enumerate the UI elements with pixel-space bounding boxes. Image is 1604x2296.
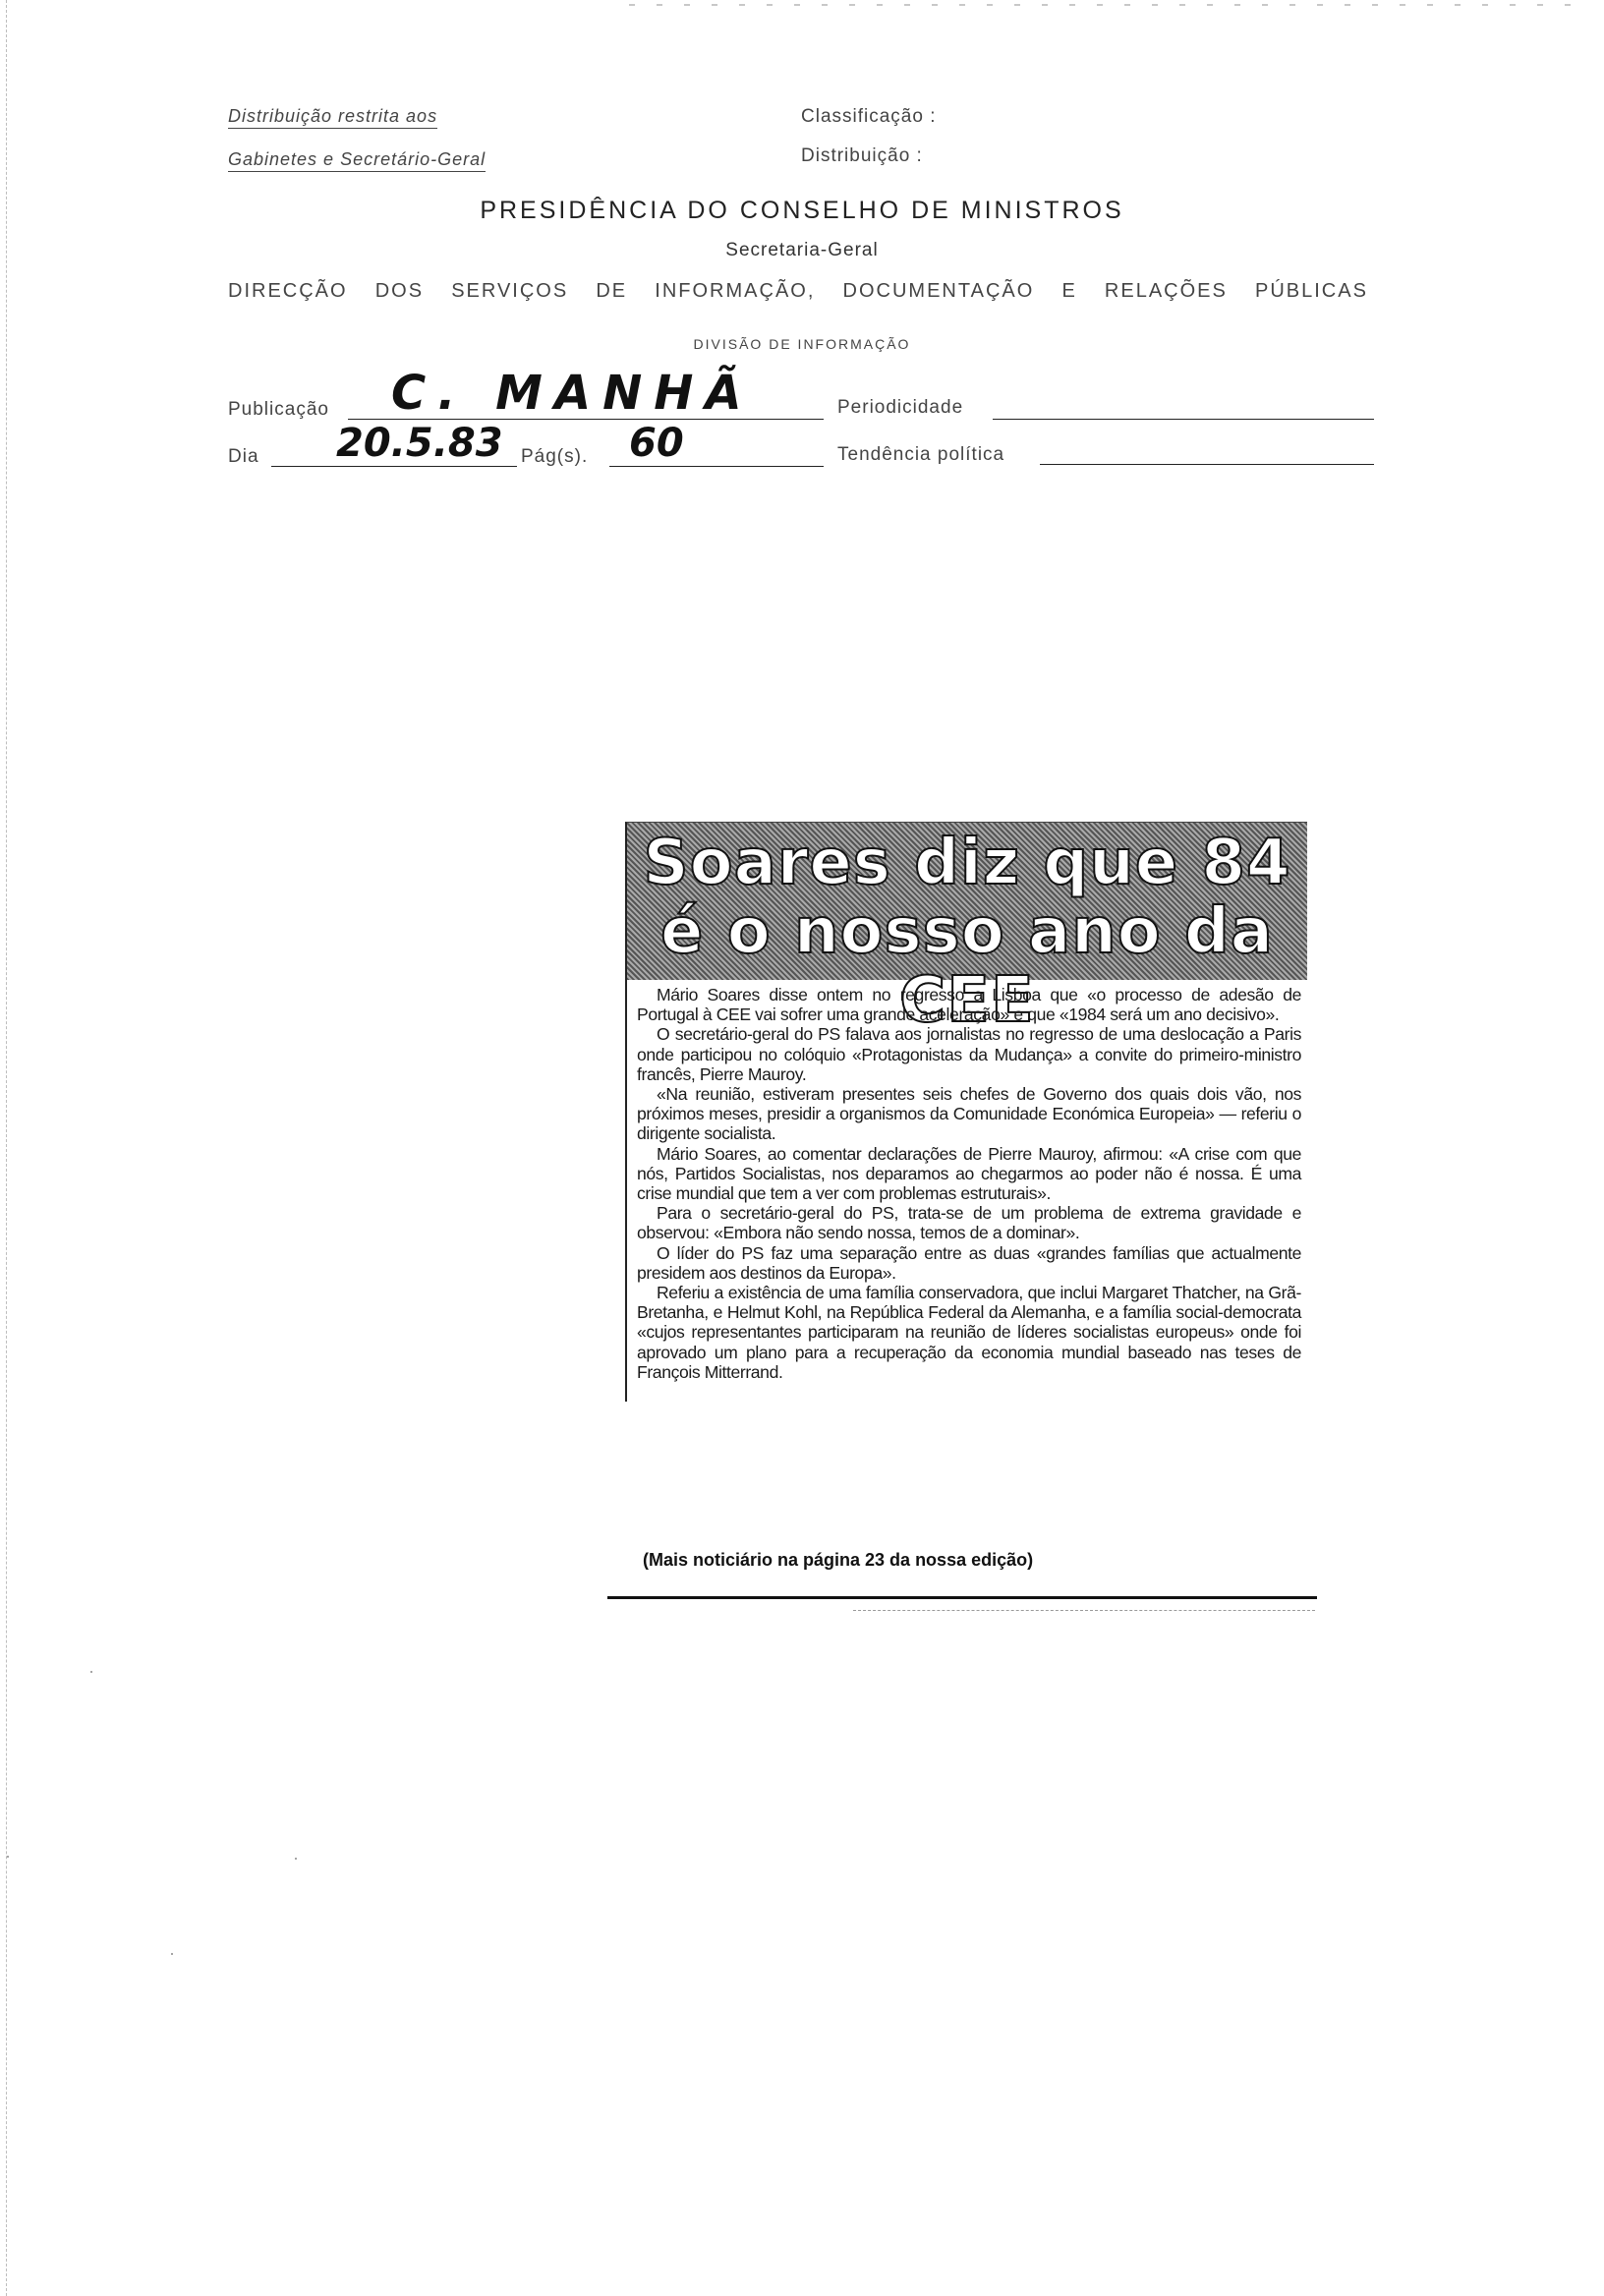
- article-paragraph: «Na reunião, estiveram presentes seis chefes de Governo dos quais dois vão, nos próximos meses, presidir a organismos da Comunidade Económica Europeia» — referiu o dirigente socialista.: [637, 1084, 1301, 1144]
- directorate-word: PÚBLICAS: [1255, 280, 1368, 302]
- article-paragraph: Para o secretário-geral do PS, trata-se de um problema de extrema gravidade e observou: «Embora não sendo nossa, temos de a dominar».: [637, 1203, 1301, 1243]
- periodicity-field-line: [993, 419, 1374, 420]
- political-tendency-field-line: [1040, 464, 1374, 465]
- clipping-bottom-dashes: [853, 1610, 1315, 1611]
- division-line: DIVISÃO DE INFORMAÇÃO: [693, 336, 911, 352]
- directorate-word: DE: [596, 280, 628, 302]
- page-title: PRESIDÊNCIA DO CONSELHO DE MINISTROS: [480, 197, 1124, 224]
- directorate-word: DOCUMENTAÇÃO: [842, 280, 1035, 302]
- day-label: Dia: [228, 446, 259, 467]
- article-paragraph: O secretário-geral do PS falava aos jornalistas no regresso de uma deslocação a Paris onde participou no colóquio «Protagonistas da Mudança» a convite do primeiro-ministro francês, Pierre Mauroy.: [637, 1024, 1301, 1084]
- article-paragraph: O líder do PS faz uma separação entre as duas «grandes famílias que actualmente presidem aos destinos da Europa».: [637, 1242, 1301, 1283]
- article-paragraph: Mário Soares, ao comentar declarações de Pierre Mauroy, afirmou: «A crise com que nós, Partidos Socialistas, nos deparamos ao chegarmos ao poder não é nossa. É uma crise mundial que tem a ver com problemas estruturais».: [637, 1143, 1301, 1204]
- periodicity-label: Periodicidade: [837, 397, 964, 418]
- scan-speck: [171, 1953, 173, 1955]
- classification-label: Classificação :: [801, 106, 937, 127]
- more-news-note: (Mais noticiário na página 23 da nossa edição): [643, 1550, 1034, 1570]
- article-paragraph: Mário Soares disse ontem no regresso a Lisboa que «o processo de adesão de Portugal à CEE vai sofrer uma grande aceleração» e que «1984 será um ano decisivo».: [637, 985, 1301, 1025]
- pages-handwritten-value: 60: [629, 421, 684, 466]
- clipping-bottom-rule: [607, 1596, 1317, 1599]
- directorate-word: E: [1061, 280, 1077, 302]
- directorate-word: INFORMAÇÃO,: [655, 280, 816, 302]
- distribution-note-line1: Distribuição restrita aos: [228, 106, 437, 129]
- political-tendency-label: Tendência política: [837, 444, 1005, 465]
- directorate-word: DOS: [374, 280, 425, 302]
- scan-speck: [295, 1858, 297, 1860]
- scan-top-specks: [629, 4, 1573, 6]
- article-paragraph: Referiu a existência de uma família conservadora, que inclui Margaret Thatcher, na Grã-Bretanha, e Helmut Kohl, na República Federal da Alemanha, e a família social-democrata «cujos representantes participaram na reunião de líderes socialistas europeus» onde foi aprovado um plano para a recuperação da economia mundial baseado nas teses de François Mitterrand.: [637, 1283, 1301, 1382]
- page-subtitle: Secretaria-Geral: [725, 240, 879, 260]
- directorate-word: SERVIÇOS: [451, 280, 569, 302]
- directorate-line: [228, 280, 1368, 303]
- article-body: [637, 985, 1301, 1382]
- scan-speck: [90, 1671, 92, 1673]
- headline-line2: é o nosso ano da CEE: [660, 895, 1274, 1037]
- headline-line1: Soares diz que 84: [643, 827, 1291, 899]
- directorate-word: RELAÇÕES: [1104, 280, 1228, 302]
- pages-field-line: [609, 466, 824, 467]
- distribution-note-line2: Gabinetes e Secretário-Geral: [228, 149, 486, 172]
- publication-label: Publicação: [228, 399, 329, 420]
- distribution-label: Distribuição :: [801, 145, 923, 166]
- newspaper-clipping: [607, 806, 1317, 1612]
- clipping-left-rule: [625, 979, 627, 1402]
- publication-handwritten-value: C. MANHÃ: [391, 366, 754, 421]
- day-handwritten-value: 20.5.83: [336, 421, 503, 466]
- scan-speck: [7, 1856, 9, 1858]
- directorate-word: DIRECÇÃO: [228, 280, 348, 302]
- pages-label: Pág(s).: [521, 446, 589, 467]
- day-field-line: [271, 466, 517, 467]
